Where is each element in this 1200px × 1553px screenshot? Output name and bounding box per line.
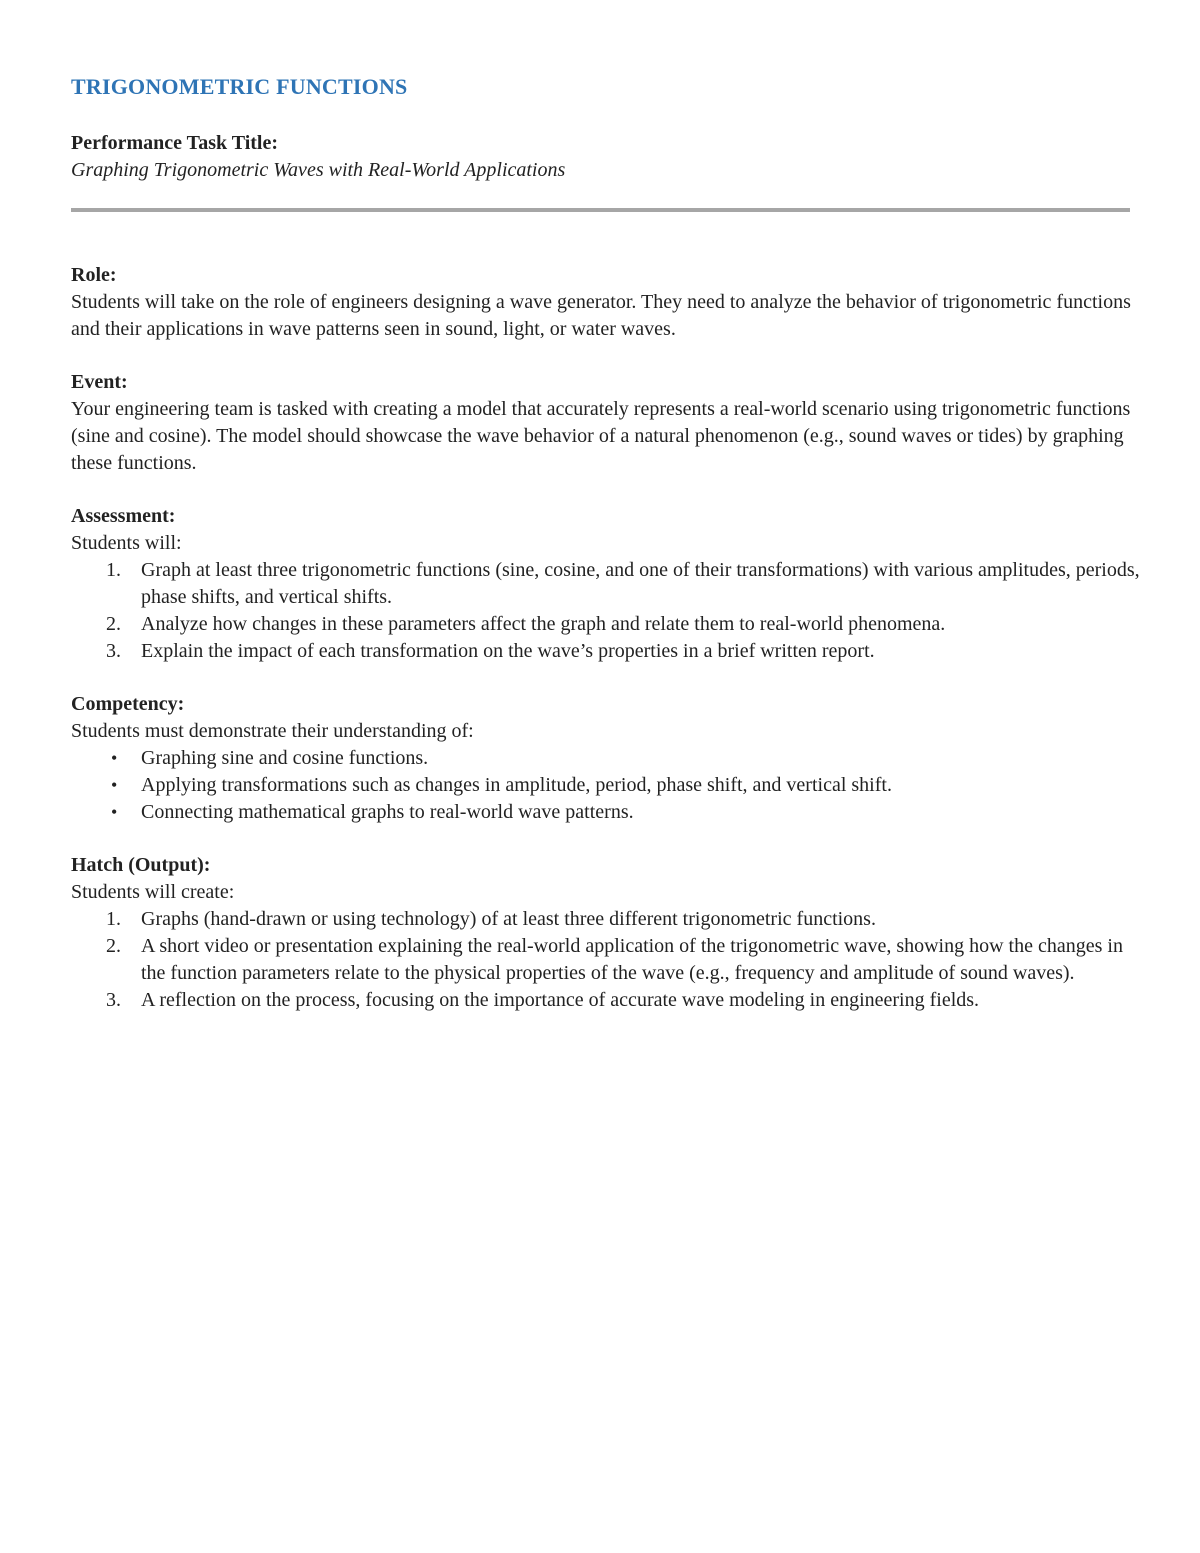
event-text: Your engineering team is tasked with creating a model that accurately represents a real-world scenario using trigonometric functions (sine and cosine). The model should showcase the wave behavior of a natural phenomenon (e.g., sound waves or tides) by graphing these functions. [71,398,1131,474]
list-item [106,557,1141,611]
list-item-text: Applying transformations such as changes in amplitude, period, phase shift, and vertical shift. [141,774,892,796]
list-item [111,745,1141,772]
competency-list [71,745,1141,826]
list-item [106,611,1141,638]
list-number: 3. [106,640,121,662]
task-title-block [71,130,1141,184]
task-title-label: Performance Task Title: [71,132,279,154]
hatch-list [71,906,1141,1014]
list-item-text: Explain the impact of each transformation on the wave’s properties in a brief written report. [141,640,875,662]
hatch-heading: Hatch (Output): [71,854,211,876]
list-item-text: Analyze how changes in these parameters affect the graph and relate them to real-world phenomena. [141,613,946,635]
list-number: 2. [106,935,121,957]
competency-heading: Competency: [71,693,185,715]
task-title-value: Graphing Trigonometric Waves with Real-World Applications [71,159,566,181]
list-item-text: Graph at least three trigonometric functions (sine, cosine, and one of their transformations) with various amplitudes, periods, phase shifts, and vertical shifts. [141,559,1140,608]
competency-section [71,691,1141,826]
list-number: 3. [106,989,121,1011]
list-number: 2. [106,613,121,635]
assessment-list [71,557,1141,665]
assessment-heading: Assessment: [71,505,176,527]
bullet-icon: • [111,775,118,795]
document-title: TRIGONOMETRIC FUNCTIONS [71,74,408,99]
bullet-icon: • [111,802,118,822]
event-section [71,369,1141,477]
list-item [111,799,1141,826]
list-item [106,933,1141,987]
list-item [106,987,1141,1014]
document-page [71,70,1141,1014]
list-item [106,906,1141,933]
event-heading: Event: [71,371,128,393]
role-text: Students will take on the role of engineers designing a wave generator. They need to analyze the behavior of trigonometric functions and their applications in wave patterns seen in sound, light, or water waves. [71,291,1131,340]
role-heading: Role: [71,264,117,286]
hatch-intro: Students will create: [71,881,235,903]
list-item-text: Graphs (hand-drawn or using technology) of at least three different trigonometric functions. [141,908,876,930]
horizontal-divider [71,208,1130,212]
list-number: 1. [106,908,121,930]
list-number: 1. [106,559,121,581]
hatch-section [71,852,1141,1014]
list-item-text: A short video or presentation explaining the real-world application of the trigonometric wave, showing how the changes in the function parameters relate to the physical properties of the wave (e.g., frequency and amplitude of sound waves). [141,935,1123,984]
competency-intro: Students must demonstrate their understanding of: [71,720,474,742]
bullet-icon: • [111,748,118,768]
role-section [71,262,1141,343]
list-item [111,772,1141,799]
list-item-text: Connecting mathematical graphs to real-world wave patterns. [141,801,634,823]
list-item [106,638,1141,665]
assessment-section [71,503,1141,665]
list-item-text: A reflection on the process, focusing on the importance of accurate wave modeling in engineering fields. [141,989,980,1011]
assessment-intro: Students will: [71,532,182,554]
list-item-text: Graphing sine and cosine functions. [141,747,429,769]
